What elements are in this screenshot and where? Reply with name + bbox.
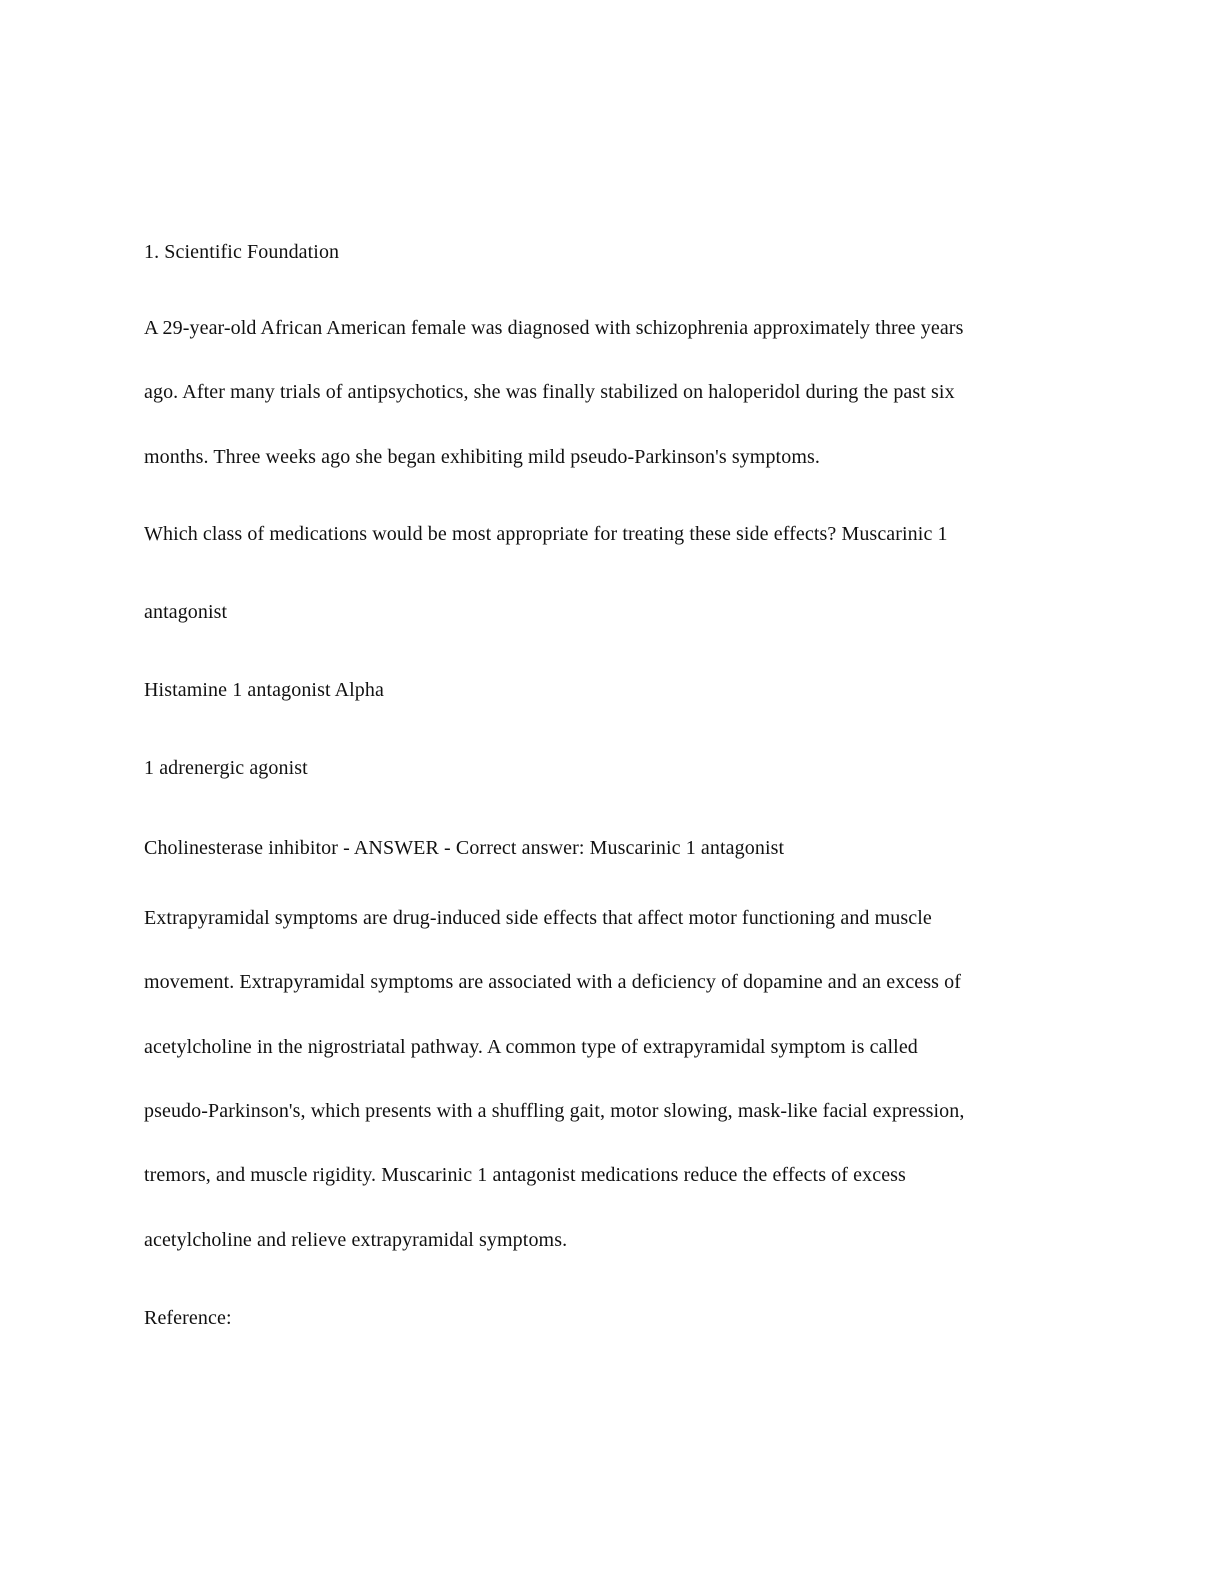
explanation-line: movement. Extrapyramidal symptoms are associated with a deficiency of dopamine and an excess of xyxy=(144,971,962,993)
case-line: A 29-year-old African American female was diagnosed with schizophrenia approximately three years xyxy=(144,317,964,339)
case-line: months. Three weeks ago she began exhibiting mild pseudo-Parkinson's symptoms. xyxy=(144,446,820,468)
explanation-line: acetylcholine in the nigrostriatal pathway. A common type of extrapyramidal symptom is called xyxy=(144,1036,918,1058)
option-line: Histamine 1 antagonist Alpha xyxy=(144,679,384,701)
section-heading: 1. Scientific Foundation xyxy=(144,241,340,263)
document-page xyxy=(144,0,1080,1584)
answer-line: Cholinesterase inhibitor - ANSWER - Correct answer: Muscarinic 1 antagonist xyxy=(144,837,785,859)
explanation-line: acetylcholine and relieve extrapyramidal symptoms. xyxy=(144,1229,568,1251)
option-line: 1 adrenergic agonist xyxy=(144,757,308,779)
explanation-line: Extrapyramidal symptoms are drug-induced side effects that affect motor functioning and muscle xyxy=(144,907,932,929)
explanation-line: tremors, and muscle rigidity. Muscarinic 1 antagonist medications reduce the effects of excess xyxy=(144,1164,906,1186)
case-line: ago. After many trials of antipsychotics, she was finally stabilized on haloperidol during the past six xyxy=(144,381,955,403)
explanation-line: pseudo-Parkinson's, which presents with a shuffling gait, motor slowing, mask-like facial expression, xyxy=(144,1100,965,1122)
question-line: Which class of medications would be most appropriate for treating these side effects? Muscarinic 1 xyxy=(144,523,948,545)
question-line: antagonist xyxy=(144,601,228,623)
reference-label: Reference: xyxy=(144,1307,232,1329)
